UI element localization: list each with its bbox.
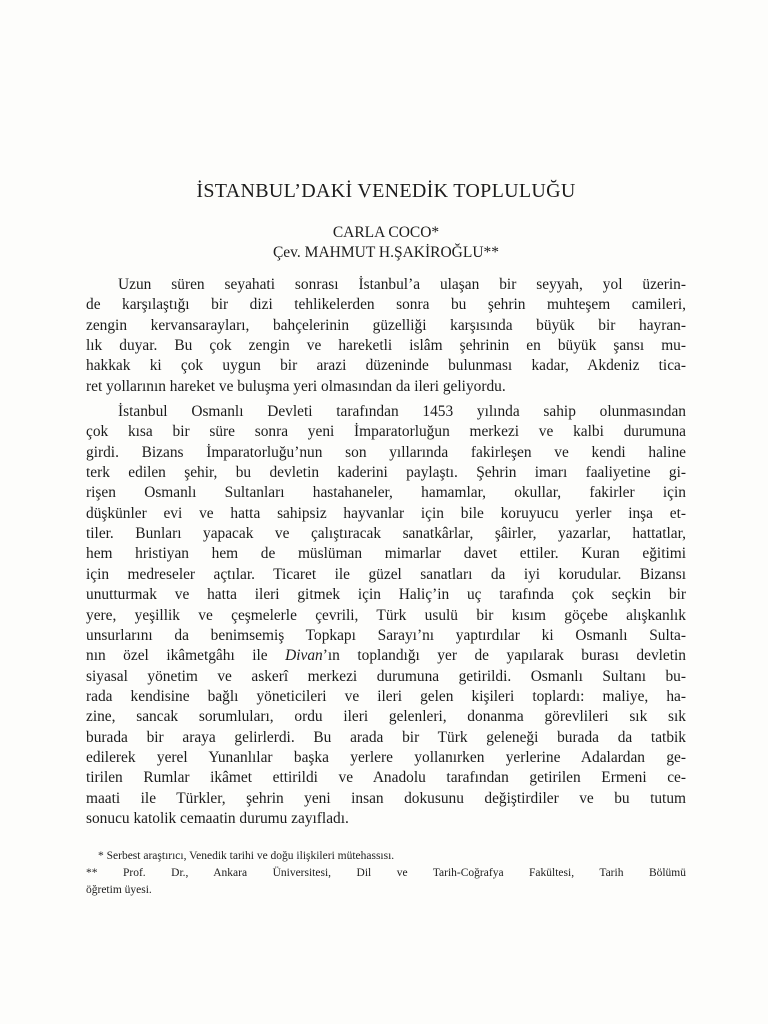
author-name: CARLA COCO* [332, 224, 440, 241]
article-title: İSTANBUL’DAKİ VENEDİK TOPLULUĞU [196, 180, 576, 202]
text-line: yere, yeşillik ve çeşmelerle çevrili, Türk usulü bir kısım göçebe alışkanlık [86, 606, 686, 624]
text-line: düşkünler evi ve hatta sahipsiz hayvanlar için bile koruyucu yerler inşa et- [86, 504, 686, 522]
paragraph-1 [86, 275, 686, 397]
paragraph-2 [86, 402, 686, 829]
text-line: rada kendisine bağlı yöneticileri ve ileri gelen kişileri toplardı: maliye, ha- [86, 687, 686, 705]
text-line: girdi. Bizans İmparatorluğu’nun son yıllarında fakirleşen ve kendi haline [86, 443, 686, 461]
text-line: edilerek yerel Yunanlılar başka yerlere yollanırken yerlerine Adalardan ge- [86, 748, 686, 766]
text-line: Uzun süren seyahati sonrası İstanbul’a ulaşan bir seyyah, yol üzerin- [118, 276, 686, 293]
text-line: İstanbul Osmanlı Devleti tarafından 1453 yılında sahip olunmasından [118, 403, 686, 421]
translator-name: Çev. MAHMUT H.ŞAKİROĞLU** [272, 244, 500, 261]
text-line: siyasal yönetim ve askerî merkezi durumuna getirildi. Osmanlı Sultanı bu- [86, 667, 686, 685]
footnote-1: * Serbest araştırıcı, Venedik tarihi ve doğu ilişkileri mütehassısı. [98, 850, 395, 862]
text-line: zengin kervansarayları, bahçelerinin güzelliği karşısında büyük bir hayran- [86, 316, 686, 334]
footnotes [86, 848, 686, 899]
text-line: maati ile Türkler, şehrin yeni insan dokusunu değiştirdiler ve bu tutum [86, 789, 686, 807]
text-line: unsurlarını da benimsemiş Topkapı Sarayı’nı yaptırdılar ki Osmanlı Sulta- [86, 626, 686, 644]
text-line: nın özel ikâmetgâhı ile Divan’ın toplandığı yer de yapılarak burası devletin [86, 647, 687, 665]
text-line: zine, sancak sorumluları, ordu ileri gelenleri, donanma görevlileri sık sık [86, 708, 686, 726]
text-line: burada bir araya gelirlerdi. Bu arada bir Türk geleneği burada da tatbik [86, 728, 686, 746]
text-line: sonucu katolik cemaatin durumu zayıfladı. [86, 809, 349, 827]
text-line: rişen Osmanlı Sultanları hastahaneler, hamamlar, okullar, fakirler için [86, 484, 686, 502]
text-line: unutturmak ve hatta ileri gitmek için Haliç’in uç tarafında çok seçkin bir [86, 586, 686, 604]
text-line: hem hristiyan hem de müslüman mimarlar davet ettiler. Kuran eğitimi [86, 545, 686, 563]
text-line: lık duyar. Bu çok zengin ve hareketli islâm şehrinin en büyük şansı mu- [86, 337, 686, 355]
footnote-2: ** Prof. Dr., Ankara Üniversitesi, Dil ve Tarih-Coğrafya Fakültesi, Tarih Bölümü [86, 867, 686, 879]
paper-page [86, 0, 686, 1024]
italic-term: Divan [285, 647, 323, 665]
text-line: çok kısa bir süre sonra yeni İmparatorluğun merkezi ve kalbi durumuna [86, 423, 686, 441]
text-line: ret yollarının hareket ve buluşma yeri olmasından da ileri geliyordu. [86, 377, 506, 395]
footnote-2-continued: öğretim üyesi. [86, 884, 152, 896]
text-line: tiler. Bunları yapacak ve çalıştıracak sanatkârlar, şâirler, yazarlar, hattatlar, [86, 525, 686, 543]
article-body [86, 275, 686, 829]
text-line: için medreseler açtılar. Ticaret ile güzel sanatları da iyi korudular. Bizansı [86, 565, 686, 583]
text-line: tirilen Rumlar ikâmet ettirildi ve Anadolu tarafından getirilen Ermeni ce- [86, 769, 686, 787]
text-line: hakkak ki çok uygun bir arazi düzeninde bulunması kadar, Akdeniz tica- [86, 357, 686, 375]
text-line: terk edilen şehir, bu devletin kaderini paylaştı. Şehrin imarı faaliyetine gi- [86, 464, 686, 482]
text-line: de karşılaştığı bir dizi tehlikelerden sonra bu şehrin muhteşem camileri, [86, 296, 686, 314]
